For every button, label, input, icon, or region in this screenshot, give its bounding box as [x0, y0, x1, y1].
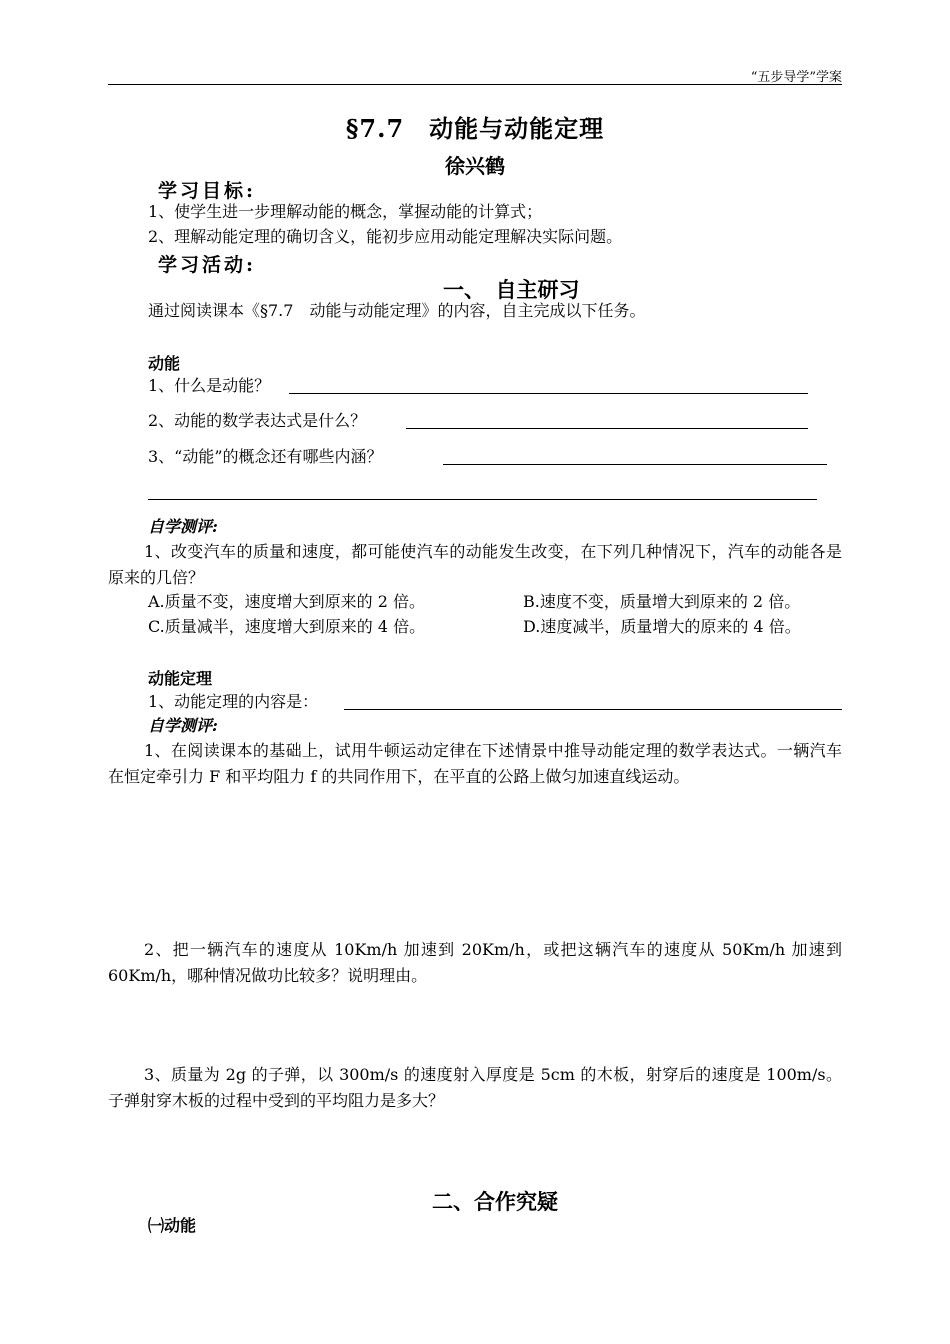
answer-blank[interactable]	[406, 428, 808, 429]
option-b: B.速度不变，质量增大到原来的 2 倍。	[523, 592, 801, 611]
kinetic-question: 3、“动能”的概念还有哪些内涵？	[148, 447, 383, 466]
theorem-question: 1、动能定理的内容是：	[148, 692, 319, 711]
kinetic-question: 1、什么是动能？	[148, 376, 271, 395]
section1-heading: 一、 自主研习	[443, 277, 580, 302]
header-rule	[108, 84, 842, 85]
selftest-heading: 自学测评:	[148, 716, 218, 735]
answer-blank[interactable]	[289, 393, 808, 394]
selftest-question: 1、在阅读课本的基础上，试用牛顿运动定律在下述情景中推导动能定理的数学表达式。一辆汽车在恒定牵引力 F 和平均阻力 f 的共同作用下，在平直的公路上做匀加速直线运动。	[108, 741, 842, 786]
author-name: 徐兴鹤	[445, 154, 505, 178]
kinetic-question: 2、动能的数学表达式是什么？	[148, 411, 367, 430]
section2-subheading: ㈠动能	[148, 1216, 197, 1235]
objectives-heading: 学习目标:	[158, 180, 257, 202]
kinetic-heading: 动能	[148, 354, 181, 373]
answer-blank[interactable]	[443, 464, 827, 465]
header-caption: “五步导学”学案	[750, 70, 842, 85]
page-title: §7.7 动能与动能定理	[345, 114, 605, 143]
section2-heading: 二、合作究疑	[432, 1189, 558, 1214]
selftest-question: 1、改变汽车的质量和速度，都可能使汽车的动能发生改变，在下列几种情况下，汽车的动能各是原来的几倍？	[108, 542, 842, 587]
section1-intro: 通过阅读课本《§7.7 动能与动能定理》的内容，自主完成以下任务。	[148, 301, 646, 320]
selftest-question: 2、把一辆汽车的速度从 10Km/h 加速到 20Km/h，或把这辆汽车的速度从 50Km/h 加速到 60Km/h，哪种情况做功比较多？说明理由。	[108, 940, 842, 985]
objective-item: 1、使学生进一步理解动能的概念，掌握动能的计算式；	[148, 202, 543, 221]
option-c: C.质量减半，速度增大到原来的 4 倍。	[148, 617, 426, 636]
objective-item: 2、理解动能定理的确切含义，能初步应用动能定理解决实际问题。	[148, 227, 623, 246]
activities-heading: 学习活动:	[158, 254, 257, 276]
selftest-question: 3、质量为 2g 的子弹，以 300m/s 的速度射入厚度是 5cm 的木板，射穿后的速度是 100m/s。子弹射穿木板的过程中受到的平均阻力是多大？	[108, 1065, 842, 1110]
selftest-heading: 自学测评:	[148, 517, 218, 536]
theorem-heading: 动能定理	[148, 669, 213, 688]
option-a: A.质量不变，速度增大到原来的 2 倍。	[148, 592, 425, 611]
option-d: D.速度减半，质量增大的原来的 4 倍。	[523, 617, 801, 636]
answer-blank[interactable]	[344, 709, 842, 710]
answer-blank[interactable]	[148, 499, 817, 500]
